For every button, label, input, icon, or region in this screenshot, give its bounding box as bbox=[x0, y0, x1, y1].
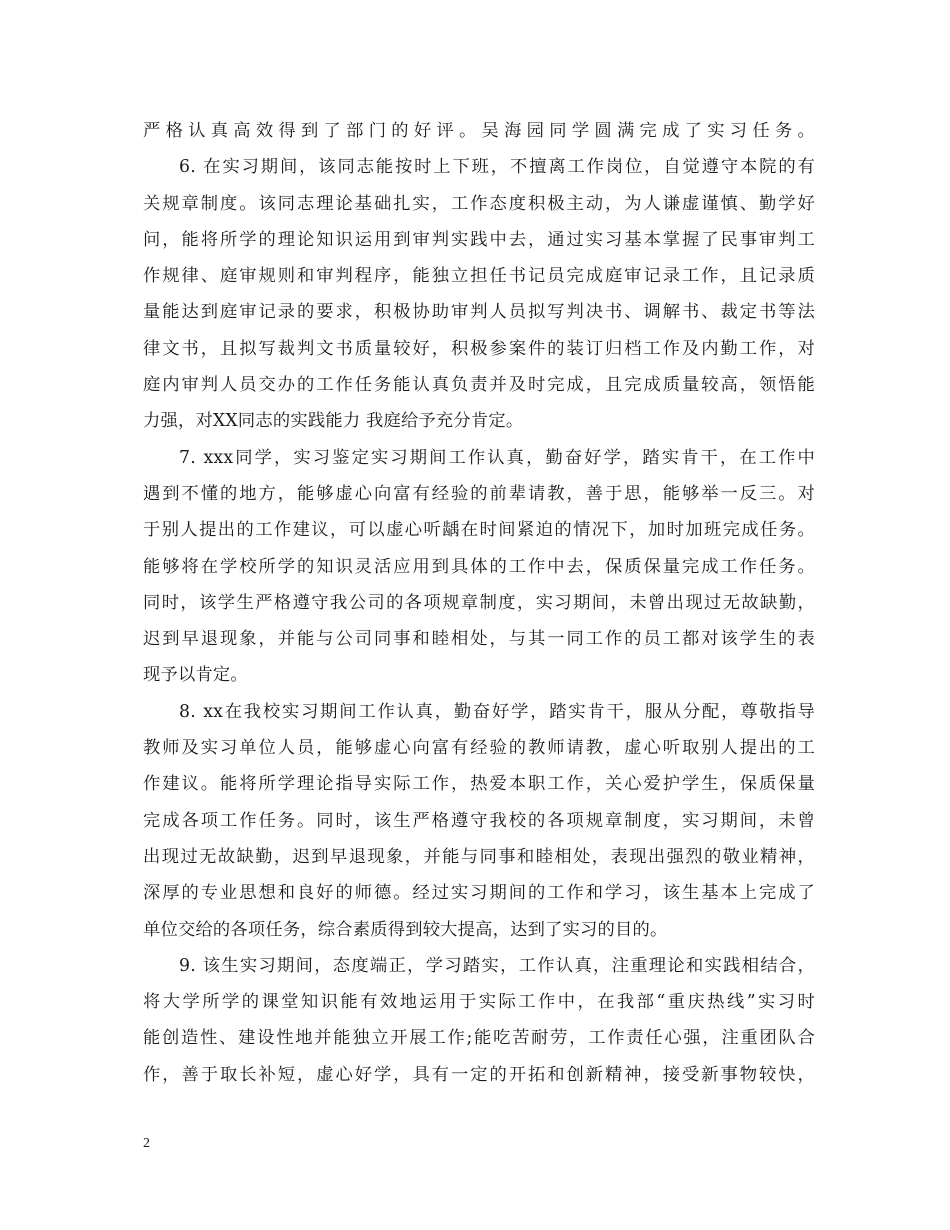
page-number: 2 bbox=[143, 1136, 150, 1151]
text-line: 作规律、庭审规则和审判程序，能独立担任书记员完成庭审记录工作，且记录质 bbox=[143, 266, 815, 287]
text-line: 单位交给的各项任务，综合素质得到较大提高，达到了实习的目的。 bbox=[143, 919, 668, 940]
text-line: 出现过无故缺勤，迟到早退现象，并能与同事和睦相处，表现出强烈的敬业精神， bbox=[143, 846, 815, 867]
text-line: 迟到早退现象，并能与公司同事和睦相处，与其一同工作的员工都对该学生的表 bbox=[143, 629, 815, 650]
text-line: 将大学所学的课堂知识能有效地运用于实际工作中，在我部“重庆热线”实习时 bbox=[143, 992, 815, 1013]
document-body bbox=[143, 113, 815, 1093]
text-line: 于别人提出的工作建议，可以虚心听龋在时间紧迫的情况下，加时加班完成任务。 bbox=[143, 520, 815, 541]
paragraph-8-start: 8. xx在我校实习期间工作认真，勤奋好学，踏实肯干，服从分配，尊敬指导 bbox=[179, 701, 815, 722]
text-line: 力强，对XX同志的实践能力 我庭给予充分肯定。 bbox=[143, 411, 524, 432]
text-line: 完成各项工作任务。同时，该生严格遵守我校的各项规章制度，实习期间，未曾 bbox=[143, 810, 815, 831]
paragraph-6-start: 6. 在实习期间，该同志能按时上下班，不擅离工作岗位，自觉遵守本院的有 bbox=[179, 157, 815, 178]
text-line: 遇到不懂的地方，能够虚心向富有经验的前辈请教，善于思，能够举一反三。对 bbox=[143, 483, 815, 504]
text-line: 深厚的专业思想和良好的师德。经过实习期间的工作和学习，该生基本上完成了 bbox=[143, 883, 815, 904]
paragraph-9-start: 9. 该生实习期间，态度端正，学习踏实，工作认真，注重理论和实践相结合， bbox=[179, 955, 815, 976]
text-line: 严格认真高效得到了部门的好评。吴海园同学圆满完成了实习任务。 bbox=[143, 121, 815, 141]
text-line: 量能达到庭审记录的要求，积极协助审判人员拟写判决书、调解书、裁定书等法 bbox=[143, 302, 815, 323]
text-line: 作，善于取长补短，虚心好学，具有一定的开拓和创新精神，接受新事物较快， bbox=[143, 1064, 815, 1085]
paragraph-7-start: 7. xxx同学，实习鉴定实习期间工作认真，勤奋好学，踏实肯干，在工作中 bbox=[179, 447, 815, 468]
text-line: 作建议。能将所学理论指导实际工作，热爱本职工作，关心爱护学生，保质保量 bbox=[143, 774, 815, 795]
text-line: 能创造性、建设性地并能独立开展工作;能吃苦耐劳，工作责任心强，注重团队合 bbox=[143, 1028, 815, 1049]
text-line: 律文书，且拟写裁判文书质量较好，积极参案件的装订归档工作及内勤工作，对 bbox=[143, 338, 815, 359]
text-line: 现予以肯定。 bbox=[143, 665, 248, 686]
text-line: 庭内审判人员交办的工作任务能认真负责并及时完成，且完成质量较高，领悟能 bbox=[143, 375, 815, 396]
text-line: 同时，该学生严格遵守我公司的各项规章制度，实习期间，未曾出现过无故缺勤， bbox=[143, 592, 815, 613]
text-line: 能够将在学校所学的知识灵活应用到具体的工作中去，保质保量完成工作任务。 bbox=[143, 556, 815, 577]
text-line: 教师及实习单位人员，能够虚心向富有经验的教师请教，虚心听取别人提出的工 bbox=[143, 738, 815, 759]
text-line: 关规章制度。该同志理论基础扎实，工作态度积极主动，为人谦虚谨慎、勤学好 bbox=[143, 193, 815, 214]
text-line: 问，能将所学的理论知识运用到审判实践中去，通过实习基本掌握了民事审判工 bbox=[143, 229, 815, 250]
